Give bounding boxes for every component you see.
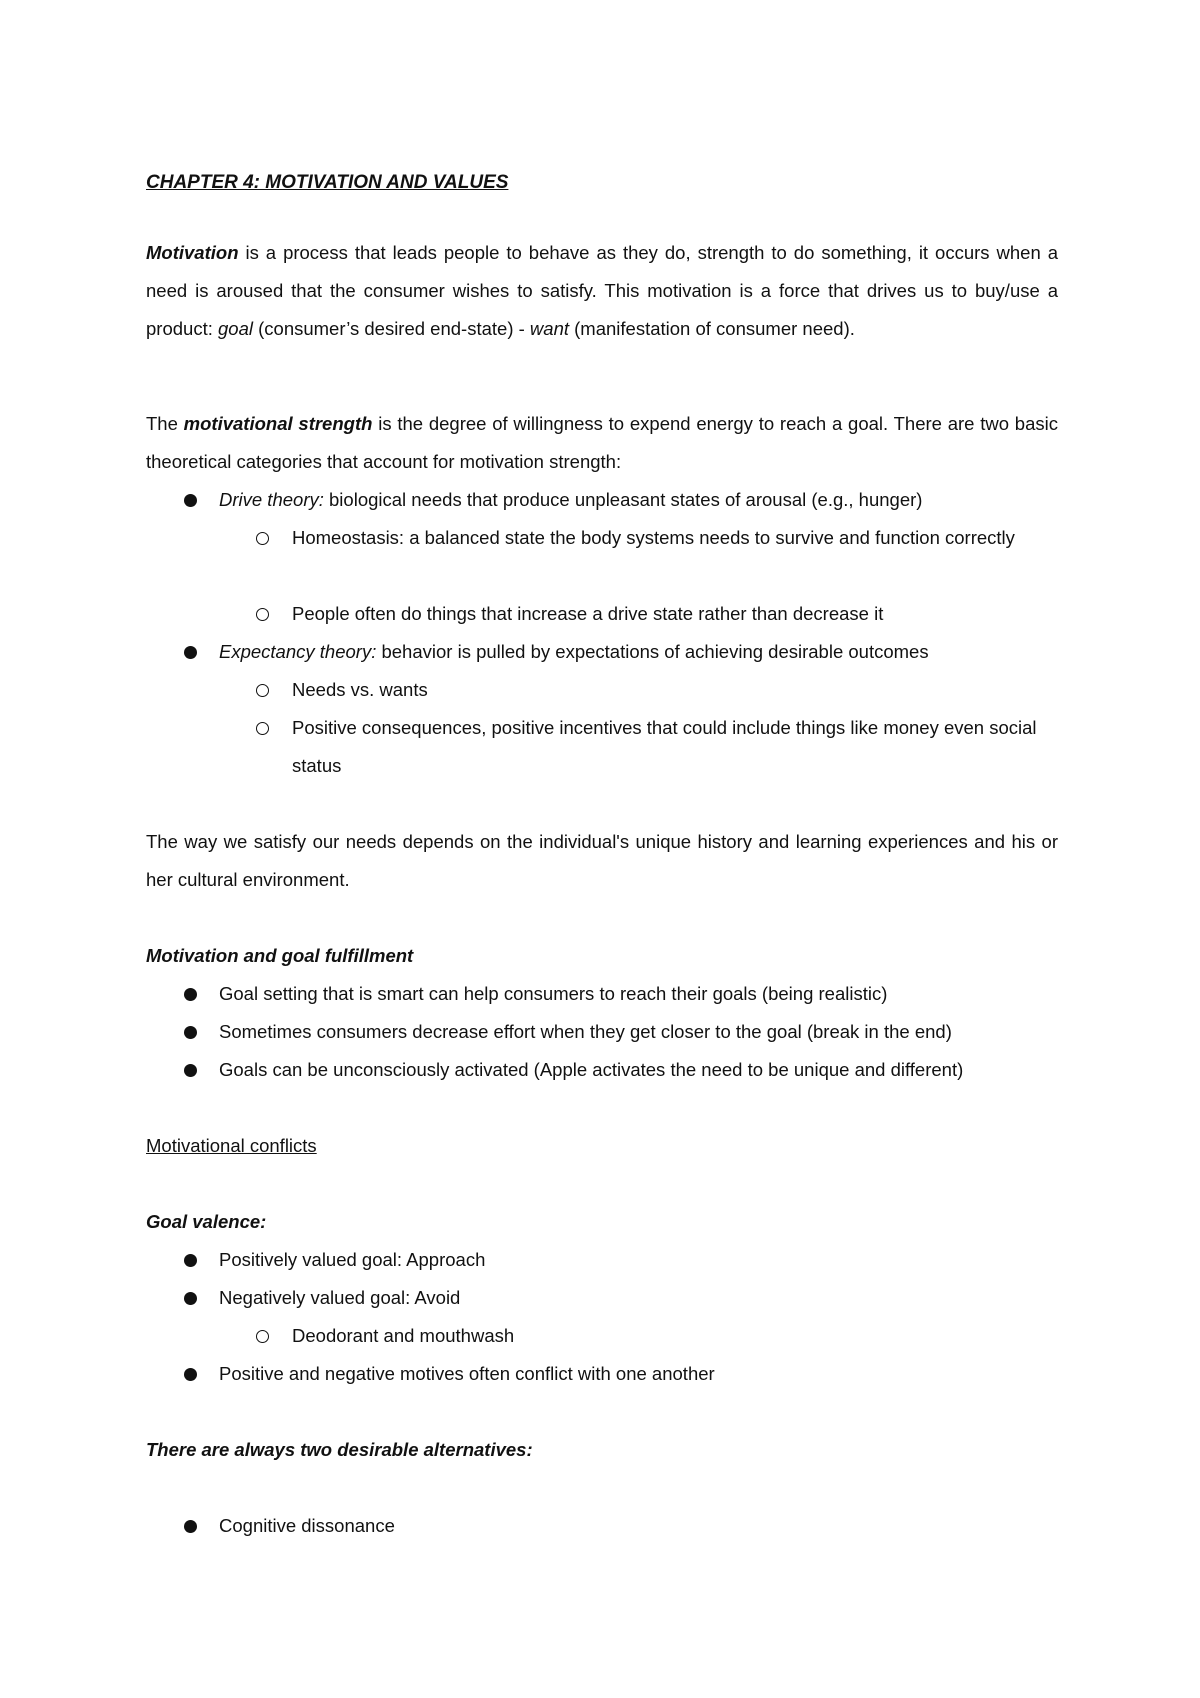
strength-paragraph xyxy=(146,405,1058,481)
list-item-deodorant xyxy=(292,1317,1058,1355)
list-item-negative-goal xyxy=(219,1279,1058,1317)
drive-label: Drive theory: xyxy=(219,489,324,510)
bullet-icon xyxy=(184,1520,197,1533)
item-text: Sometimes consumers decrease effort when they get closer to the goal (break in the end) xyxy=(219,1021,952,1042)
strength-text-1: The xyxy=(146,413,184,434)
list-item-unconscious-goals xyxy=(219,1051,1058,1089)
bullet-icon xyxy=(184,1254,197,1267)
hollow-bullet-icon xyxy=(256,1330,269,1343)
chapter-title: CHAPTER 4: MOTIVATION AND VALUES xyxy=(146,172,509,193)
bullet-icon xyxy=(184,988,197,1001)
list-item-homeostasis xyxy=(292,519,1058,557)
sub-item-text: Needs vs. wants xyxy=(292,679,428,700)
bullet-icon xyxy=(184,494,197,507)
item-text: Goals can be unconsciously activated (Apple activates the need to be unique and different) xyxy=(219,1059,964,1080)
bullet-icon xyxy=(184,646,197,659)
sub-item-text: People often do things that increase a drive state rather than decrease it xyxy=(292,603,884,624)
motivation-paragraph xyxy=(146,234,1058,348)
goal-fulfillment-heading: Motivation and goal fulfillment xyxy=(146,945,414,966)
motivation-text-3: (manifestation of consumer need). xyxy=(569,318,855,339)
item-text: Positively valued goal: Approach xyxy=(219,1249,486,1270)
list-item-goal-setting xyxy=(219,975,1058,1013)
item-text: Negatively valued goal: Avoid xyxy=(219,1287,461,1308)
bullet-icon xyxy=(184,1368,197,1381)
strength-term: motivational strength xyxy=(183,413,373,434)
sub-item-text: Deodorant and mouthwash xyxy=(292,1325,515,1346)
sub-item-text: Positive consequences, positive incentives that could include things like money even social status xyxy=(292,717,1037,776)
needs-paragraph: The way we satisfy our needs depends on the individual's unique history and learning experiences and his or her cultural environment. xyxy=(146,831,1058,890)
bullet-icon xyxy=(184,1292,197,1305)
bullet-icon xyxy=(184,1026,197,1039)
motivation-term: Motivation xyxy=(146,242,239,263)
item-text: Goal setting that is smart can help consumers to reach their goals (being realistic) xyxy=(219,983,888,1004)
motivational-conflicts-heading: Motivational conflicts xyxy=(146,1135,317,1156)
list-item-decrease-effort xyxy=(219,1013,1058,1051)
motivation-text-1: is a process that leads people to behave as they do, strength to do something, it occurs when a need is aroused that the consumer wishes to satisfy. This motivation is a force that drives us to buy/use a product: xyxy=(146,242,1058,339)
goal-term: goal xyxy=(218,318,253,339)
list-item-drive-theory xyxy=(219,481,1058,519)
hollow-bullet-icon xyxy=(256,722,269,735)
want-term: want xyxy=(529,318,569,339)
list-item-needs-wants xyxy=(292,671,1058,709)
alternatives-heading: There are always two desirable alternatives: xyxy=(146,1439,533,1460)
expectancy-label: Expectancy theory: xyxy=(219,641,377,662)
bullet-icon xyxy=(184,1064,197,1077)
goal-valence-heading: Goal valence: xyxy=(146,1211,267,1232)
hollow-bullet-icon xyxy=(256,608,269,621)
sub-item-text: Homeostasis: a balanced state the body systems needs to survive and function correctly xyxy=(292,527,1015,548)
strength-text-2: is the degree of willingness to expend energy to reach a goal. There are two basic theoretical categories that account for motivation strength: xyxy=(146,413,1058,472)
drive-text: biological needs that produce unpleasant states of arousal (e.g., hunger) xyxy=(323,489,923,510)
list-item-positive-goal xyxy=(219,1241,1058,1279)
list-item-expectancy-theory xyxy=(219,633,1058,671)
list-item-motives-conflict xyxy=(219,1355,1058,1393)
list-item-positive-consequences xyxy=(292,709,1058,785)
hollow-bullet-icon xyxy=(256,684,269,697)
list-item-drive-state xyxy=(292,595,1058,633)
item-text: Cognitive dissonance xyxy=(219,1515,395,1536)
expectancy-text: behavior is pulled by expectations of achieving desirable outcomes xyxy=(376,641,929,662)
hollow-bullet-icon xyxy=(256,532,269,545)
item-text: Positive and negative motives often conflict with one another xyxy=(219,1363,715,1384)
list-item-cognitive-dissonance xyxy=(219,1507,1058,1545)
motivation-text-2: (consumer’s desired end-state) - xyxy=(252,318,530,339)
